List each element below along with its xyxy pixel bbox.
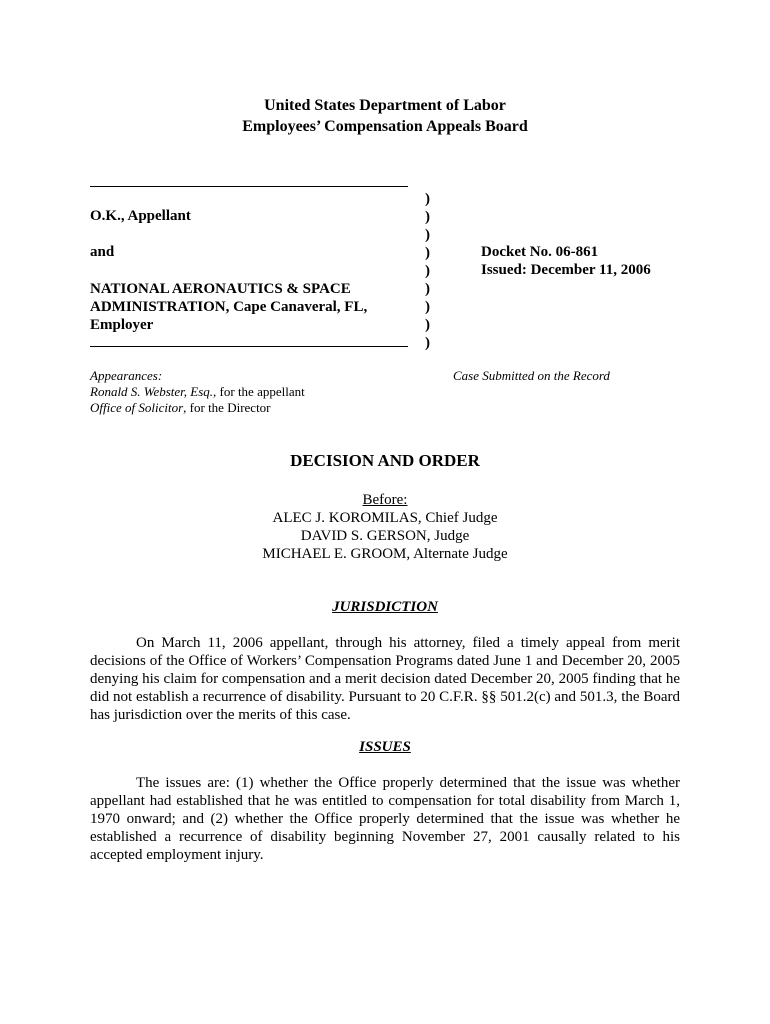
board-name: Employees’ Compensation Appeals Board (242, 118, 528, 135)
caption-and: and (90, 244, 115, 260)
jurisdiction-heading: JURISDICTION (332, 599, 438, 615)
caption-rule-bottom (90, 346, 408, 347)
director-counsel-role: , for the Director (183, 400, 271, 415)
submission-note: Case Submitted on the Record (453, 368, 610, 383)
issued-date: Issued: December 11, 2006 (481, 262, 651, 278)
decision-title: DECISION AND ORDER (290, 451, 480, 470)
judge-alternate: MICHAEL E. GROOM, Alternate Judge (262, 546, 508, 562)
paren: ) (425, 191, 430, 207)
paren: ) (425, 263, 430, 279)
judges-panel (0, 491, 770, 563)
issues-paragraph (90, 774, 680, 864)
judge: DAVID S. GERSON, Judge (300, 528, 470, 544)
paren: ) (425, 317, 430, 333)
paren: ) (425, 299, 430, 315)
appellant-counsel-name: Ronald S. Webster, Esq., (90, 384, 217, 399)
judge-chief: ALEC J. KOROMILAS, Chief Judge (272, 510, 498, 526)
director-counsel-name: Office of Solicitor (90, 400, 184, 415)
employer-line-2: ADMINISTRATION, Cape Canaveral, FL, (90, 299, 368, 315)
jurisdiction-text: On March 11, 2006 appellant, through his attorney, filed a timely appeal from merit decisions of the Office of Workers’ Compensation Programs dated June 1 and December 20, 2005 denying his claim for compensation and a merit decision dated December 20, 2005 finding that he did not establish a recurrence of disability. Pursuant to 20 C.F.R. §§ 501.2(c) and 501.3, the Board has jurisdiction over the merits of this case. (90, 635, 680, 723)
caption-employer (90, 280, 420, 334)
caption-rule-top (90, 186, 408, 187)
docket-number: Docket No. 06-861 (481, 244, 599, 260)
paren: ) (425, 335, 430, 351)
paren: ) (425, 227, 430, 243)
paren: ) (425, 209, 430, 225)
employer-line-3: Employer (90, 317, 154, 333)
jurisdiction-paragraph (90, 634, 680, 724)
docket-info (481, 243, 741, 279)
agency-name: United States Department of Labor (264, 97, 506, 114)
caption-parentheses (425, 190, 445, 352)
appearances-heading: Appearances: (90, 368, 163, 383)
appellant-counsel-role: for the appellant (216, 384, 305, 399)
paren: ) (425, 281, 430, 297)
before-label: Before: (362, 492, 408, 508)
paren: ) (425, 245, 430, 261)
issues-heading: ISSUES (359, 739, 411, 755)
caption-appellant: O.K., Appellant (90, 208, 191, 224)
appearances (90, 368, 420, 416)
issues-text: The issues are: (1) whether the Office properly determined that the issue was whether appellant had established that he was entitled to compensation for total disability from March 1, 1970 onward; and (2) whether the Office properly determined that the issue was whether he established a recurrence of disability beginning November 27, 2001 causally related to his accepted employment injury. (90, 775, 680, 863)
employer-line-1: NATIONAL AERONAUTICS & SPACE (90, 281, 351, 297)
